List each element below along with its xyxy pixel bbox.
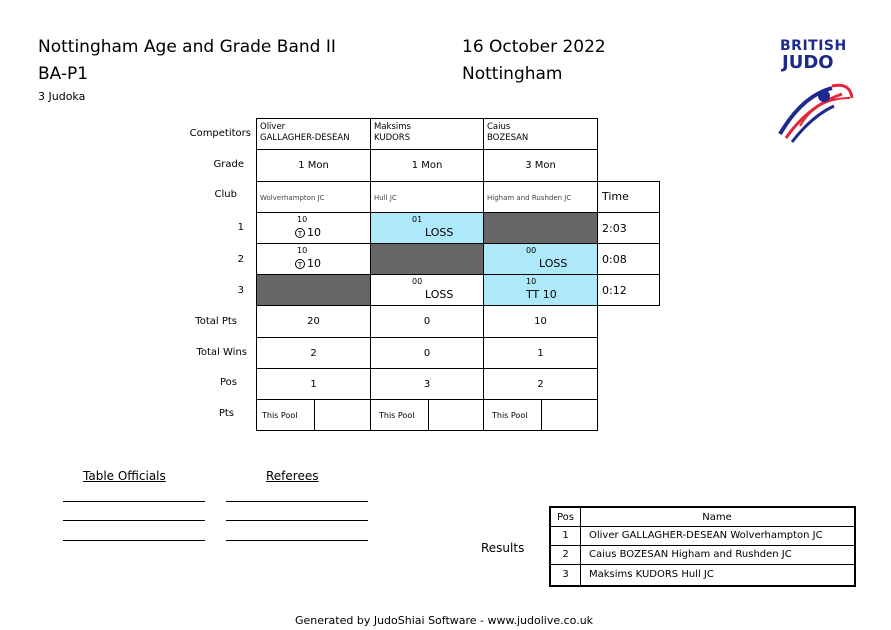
logo-text-british: BRITISH	[780, 38, 847, 54]
pool-code: BA-P1	[38, 64, 89, 84]
label-total-pts: Total Pts	[195, 316, 237, 327]
time-header: Time	[597, 181, 660, 213]
score-main: 10	[307, 257, 321, 270]
this-pool-label: This Pool	[379, 411, 415, 420]
label-row-3: 3	[237, 285, 244, 296]
club-text: Higham and Rushden JC	[487, 194, 572, 202]
competitor-3-grade: 3 Mon	[483, 149, 598, 182]
signature-line	[226, 501, 368, 502]
competitor-1-name	[256, 118, 371, 150]
score-top: 10	[297, 246, 308, 255]
ippon-icon: T	[295, 228, 305, 238]
score-top: 00	[526, 246, 537, 255]
results-header-name: Name	[580, 508, 854, 527]
competitor-2-name	[370, 118, 484, 150]
footer-text: Generated by JudoShiai Software - www.judolive.co.uk	[295, 614, 594, 627]
competitor-3-total-wins: 1	[483, 337, 598, 369]
judoka-count: 3 Judoka	[38, 90, 86, 103]
match-r3-c2	[370, 274, 484, 306]
score-main: LOSS	[425, 288, 454, 301]
signature-line	[63, 520, 205, 521]
event-date: 16 October 2022	[462, 37, 606, 57]
competitor-3-club	[483, 181, 598, 213]
judo-figure-icon	[772, 76, 862, 146]
results-row-pos: 1	[551, 526, 581, 546]
table-officials-label: Table Officials	[83, 469, 166, 483]
competitor-3-name	[483, 118, 598, 150]
match-r3-c3	[483, 274, 598, 306]
score-main: 10	[307, 226, 321, 239]
label-club: Club	[214, 189, 237, 200]
signature-line	[63, 540, 205, 541]
competitor-last-name: BOZESAN	[487, 133, 529, 143]
referees-label: Referees	[266, 469, 319, 483]
club-text: Hull JC	[374, 194, 397, 202]
competitor-2-pool-pts	[428, 399, 484, 431]
venue: Nottingham	[462, 64, 563, 84]
score-top: 10	[297, 215, 308, 224]
score-top: 01	[412, 215, 423, 224]
match-r2-c1	[256, 243, 371, 275]
label-pos: Pos	[219, 377, 237, 388]
competitor-2-total-wins: 0	[370, 337, 484, 369]
competitor-2-club	[370, 181, 484, 213]
label-pts: Pts	[218, 408, 234, 419]
logo-text-judo: JUDO	[782, 52, 834, 73]
match-time-3: 0:12	[597, 274, 660, 306]
competitor-last-name: KUDORS	[374, 133, 411, 143]
match-r1-c3-blocked	[483, 212, 598, 244]
british-judo-logo	[772, 38, 862, 148]
competitor-first-name: Maksims	[374, 122, 411, 132]
competitor-2-grade: 1 Mon	[370, 149, 484, 182]
match-r1-c2	[370, 212, 484, 244]
label-row-1: 1	[237, 222, 244, 233]
results-row-name: Maksims KUDORS Hull JC	[589, 569, 714, 580]
competitor-2-this-pool	[370, 399, 429, 431]
results-row-name: Oliver GALLAGHER-DESEAN Wolverhampton JC	[580, 526, 854, 546]
match-r3-c1-blocked	[256, 274, 371, 306]
ippon-icon: T	[295, 259, 305, 269]
competitor-3-this-pool	[483, 399, 542, 431]
this-pool-label: This Pool	[262, 411, 298, 420]
match-r2-c2-blocked	[370, 243, 484, 275]
competitor-last-name: GALLAGHER-DESEAN	[260, 133, 350, 143]
results-header-pos: Pos	[551, 508, 581, 527]
results-label: Results	[481, 541, 525, 555]
label-competitors: Competitors	[189, 128, 251, 139]
this-pool-label: This Pool	[492, 411, 528, 420]
competitor-2-pos: 3	[370, 368, 484, 400]
signature-line	[63, 501, 205, 502]
match-time-2: 0:08	[597, 243, 660, 275]
competitor-3-pool-pts	[541, 399, 598, 431]
match-r1-c1	[256, 212, 371, 244]
competitor-1-club	[256, 181, 371, 213]
club-text: Wolverhampton JC	[260, 194, 325, 202]
signature-line	[226, 540, 368, 541]
results-row-pos: 2	[551, 545, 581, 565]
competitor-1-total-wins: 2	[256, 337, 371, 369]
score-main: TT 10	[526, 288, 557, 301]
label-grade: Grade	[213, 159, 244, 170]
results-row-name: Caius BOZESAN Higham and Rushden JC	[580, 545, 854, 565]
competitor-1-total-pts: 20	[256, 305, 371, 338]
competitor-2-total-pts: 0	[370, 305, 484, 338]
competitor-1-this-pool	[256, 399, 315, 431]
competitor-3-pos: 2	[483, 368, 598, 400]
competitor-3-total-pts: 10	[483, 305, 598, 338]
score-main: LOSS	[425, 226, 454, 239]
signature-line	[226, 520, 368, 521]
competitor-1-grade: 1 Mon	[256, 149, 371, 182]
results-row-pos: 3	[551, 564, 581, 585]
label-row-2: 2	[237, 254, 244, 265]
score-main: LOSS	[539, 257, 568, 270]
competitor-first-name: Caius	[487, 122, 511, 132]
score-top: 10	[526, 277, 537, 286]
competitor-1-pool-pts	[314, 399, 371, 431]
competitor-1-pos: 1	[256, 368, 371, 400]
match-r2-c3	[483, 243, 598, 275]
match-time-1: 2:03	[597, 212, 660, 244]
pool-title: Nottingham Age and Grade Band II	[38, 37, 336, 57]
score-top: 00	[412, 277, 423, 286]
competitor-first-name: Oliver	[260, 122, 286, 132]
label-total-wins: Total Wins	[196, 347, 247, 358]
